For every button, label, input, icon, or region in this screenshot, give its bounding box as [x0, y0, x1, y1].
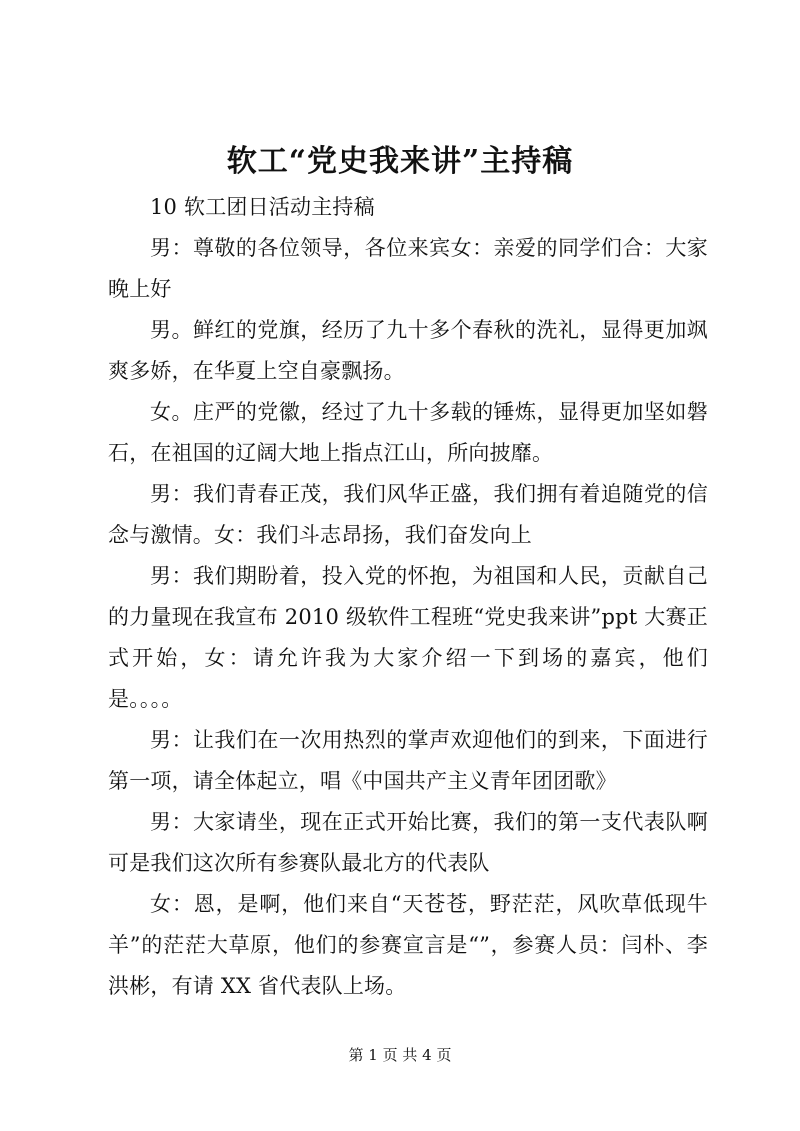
paragraph: 女。庄严的党徽，经过了九十多载的锤炼，显得更加坚如磐石，在祖国的辽阔大地上指点江山，所向披靡。: [108, 400, 708, 465]
paragraph: 男：让我们在一次用热烈的掌声欢迎他们的到来，下面进行第一项，请全体起立，唱《中国共产主义青年团团歌》: [108, 728, 708, 793]
paragraph: 男。鲜红的党旗，经历了九十多个春秋的洗礼，显得更加飒爽多娇，在华夏上空自豪飘扬。: [108, 318, 708, 383]
paragraph: 10 软工团日活动主持稿: [150, 195, 375, 219]
paragraph: 女：恩，是啊，他们来自“天苍苍，野茫茫，风吹草低现牛羊”的茫茫大草原，他们的参赛宣言是“”，参赛人员：闫朴、李洪彬，有请 XX 省代表队上场。: [108, 892, 708, 998]
paragraph: 男：我们期盼着，投入党的怀抱，为祖国和人民，贡献自己的力量现在我宣布 2010 级软件工程班“党史我来讲”ppt 大赛正式开始，女：请允许我为大家介绍一下到场的嘉宾，他们是。。。。: [108, 564, 708, 711]
paragraph: 男：大家请坐，现在正式开始比赛，我们的第一支代表队啊可是我们这次所有参赛队最北方的代表队: [108, 810, 708, 875]
paragraph: 男：我们青春正茂，我们风华正盛，我们拥有着追随党的信念与激情。女：我们斗志昂扬，我们奋发向上: [108, 482, 708, 547]
document-body: [108, 187, 708, 1007]
page-footer: 第 1 页 共 4 页: [348, 1046, 452, 1064]
paragraph: 男：尊敬的各位领导，各位来宾女：亲爱的同学们合：大家晚上好: [108, 236, 708, 301]
page-title: 软工“党史我来讲”主持稿: [226, 144, 574, 179]
